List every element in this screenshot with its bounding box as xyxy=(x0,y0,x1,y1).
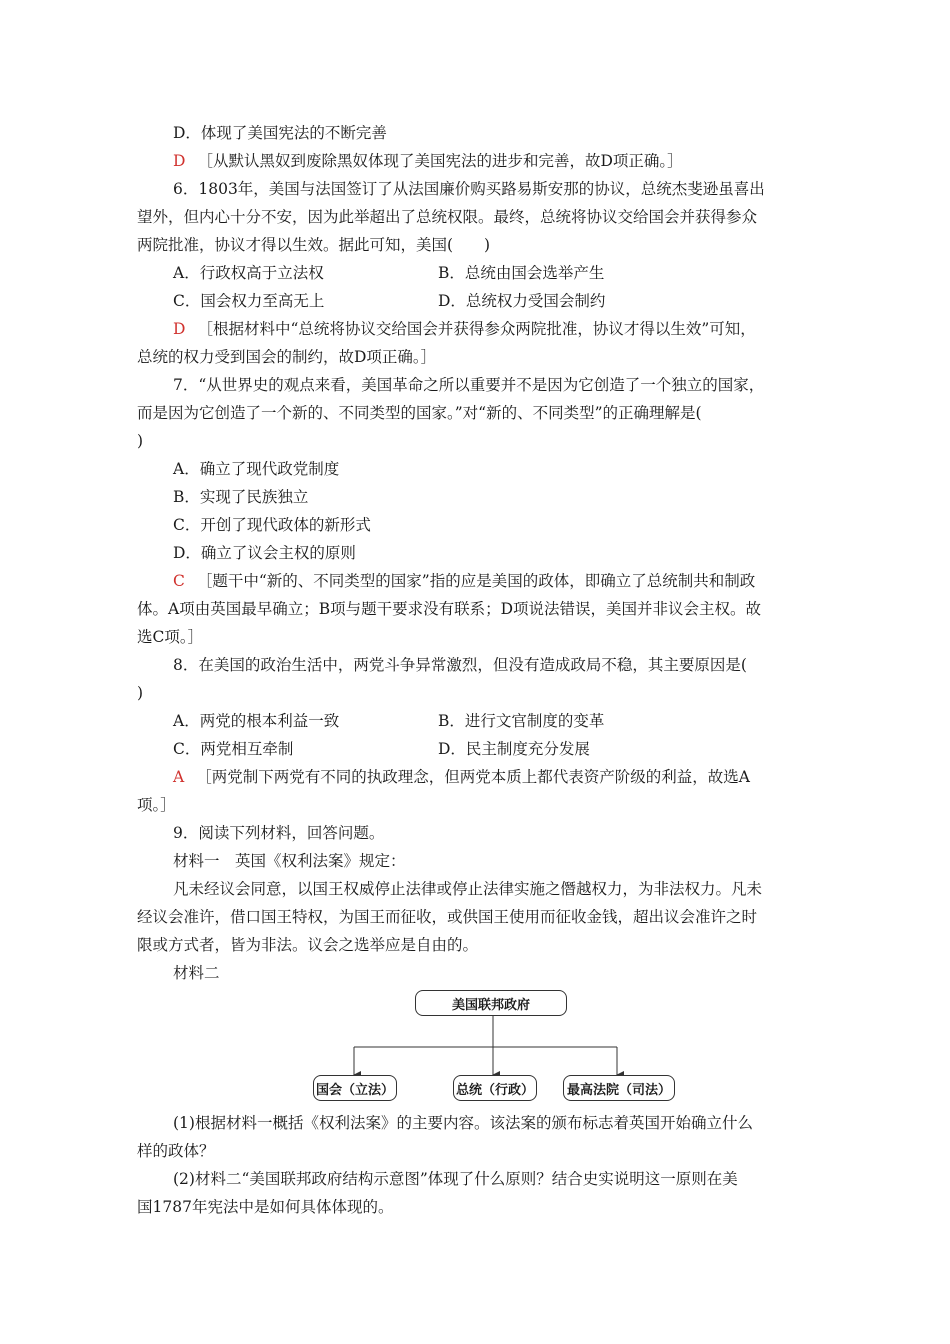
q6-option-c: C．国会权力至高无上 xyxy=(173,292,325,310)
q8-stem-line: ) xyxy=(137,684,144,702)
q6-option-b: B．总统由国会选举产生 xyxy=(438,264,605,282)
material-one-line: 限或方式者，皆为非法。议会之选举应是自由的。 xyxy=(137,936,479,954)
sub-question-2-line: 国1787年宪法中是如何具体体现的。 xyxy=(137,1198,394,1216)
q7-option-c: C．开创了现代政体的新形式 xyxy=(173,516,371,534)
answer-explanation: ［题干中“新的、不同类型的国家”指的应是美国的政体，即确立了总统制共和制政 xyxy=(196,572,756,590)
q7-option-d: D．确立了议会主权的原则 xyxy=(173,544,356,562)
q8-option-b: B．进行文官制度的变革 xyxy=(438,712,605,730)
q6-stem-line: 两院批准，协议才得以生效。据此可知，美国( ) xyxy=(137,236,491,254)
q6-option-d: D．总统权力受国会制约 xyxy=(438,292,606,310)
federal-structure-diagram xyxy=(310,985,680,1105)
material-two-title: 材料二 xyxy=(173,964,220,982)
q9-stem: 9．阅读下列材料，回答问题。 xyxy=(173,824,385,842)
federal-government-box: 美国联邦政府 xyxy=(415,990,567,1016)
q6-answer xyxy=(173,315,756,343)
answer-explanation: ［根据材料中“总统将协议交给国会并获得参众两院批准，协议才得以生效”可知， xyxy=(197,320,756,338)
q7-answer-cont: 体。A项由英国最早确立；B项与题干要求没有联系；D项说法错误，美国并非议会主权。故 xyxy=(137,600,762,618)
q7-stem-line: ) xyxy=(137,432,144,450)
answer-letter: A xyxy=(173,768,185,786)
congress-box: 国会（立法） xyxy=(313,1075,397,1101)
q7-answer xyxy=(173,567,755,595)
answer-letter: D xyxy=(173,152,186,170)
q7-option-a: A．确立了现代政党制度 xyxy=(173,460,340,478)
answer-explanation: ［从默认黑奴到废除黑奴体现了美国宪法的进步和完善，故D项正确。］ xyxy=(197,152,683,170)
q7-stem-line: 7．“从世界史的观点来看，美国革命之所以重要并不是因为它创造了一个独立的国家， xyxy=(173,376,765,394)
answer-letter: C xyxy=(173,572,185,590)
q8-option-a: A．两党的根本利益一致 xyxy=(173,712,340,730)
q5-option-d: D．体现了美国宪法的不断完善 xyxy=(173,124,387,142)
q8-option-d: D．民主制度充分发展 xyxy=(438,740,590,758)
q7-answer-cont: 选C项。］ xyxy=(137,628,204,646)
material-one-line: 经议会准许，借口国王特权，为国王而征收，或供国王使用而征收金钱，超出议会准许之时 xyxy=(137,908,758,926)
q8-answer xyxy=(173,763,750,791)
answer-explanation: ［两党制下两党有不同的执政理念，但两党本质上都代表资产阶级的利益，故选A xyxy=(196,768,750,786)
q6-stem-line: 望外，但内心十分不安，因为此举超出了总统权限。最终，总统将协议交给国会并获得参众 xyxy=(137,208,758,226)
q7-option-b: B．实现了民族独立 xyxy=(173,488,309,506)
material-one-title: 材料一 英国《权利法案》规定： xyxy=(173,852,406,870)
q8-answer-cont: 项。］ xyxy=(137,796,176,814)
sub-question-1-line: 样的政体？ xyxy=(137,1142,215,1160)
q6-option-a: A．行政权高于立法权 xyxy=(173,264,324,282)
answer-letter: D xyxy=(173,320,186,338)
sub-question-2-line: (2)材料二“美国联邦政府结构示意图”体现了什么原则？结合史实说明这一原则在美 xyxy=(173,1170,738,1188)
q8-option-c: C．两党相互牵制 xyxy=(173,740,294,758)
material-one-line: 凡未经议会同意，以国王权威停止法律或停止法律实施之僭越权力，为非法权力。凡未 xyxy=(173,880,763,898)
q6-answer-cont: 总统的权力受到国会的制约，故D项正确。］ xyxy=(137,348,437,366)
q5-answer xyxy=(173,147,683,175)
sub-question-1-line: (1)根据材料一概括《权利法案》的主要内容。该法案的颁布标志着英国开始确立什么 xyxy=(173,1114,753,1132)
q6-stem-line: 6．1803年，美国与法国签订了从法国廉价购买路易斯安那的协议，总统杰斐逊虽喜出 xyxy=(173,180,765,198)
q8-stem-line: 8．在美国的政治生活中，两党斗争异常激烈，但没有造成政局不稳，其主要原因是( xyxy=(173,656,747,674)
supreme-court-box: 最高法院（司法） xyxy=(563,1075,675,1101)
president-box: 总统（行政） xyxy=(453,1075,537,1101)
q7-stem-line: 而是因为它创造了一个新的、不同类型的国家。”对“新的、不同类型”的正确理解是( xyxy=(137,404,702,422)
